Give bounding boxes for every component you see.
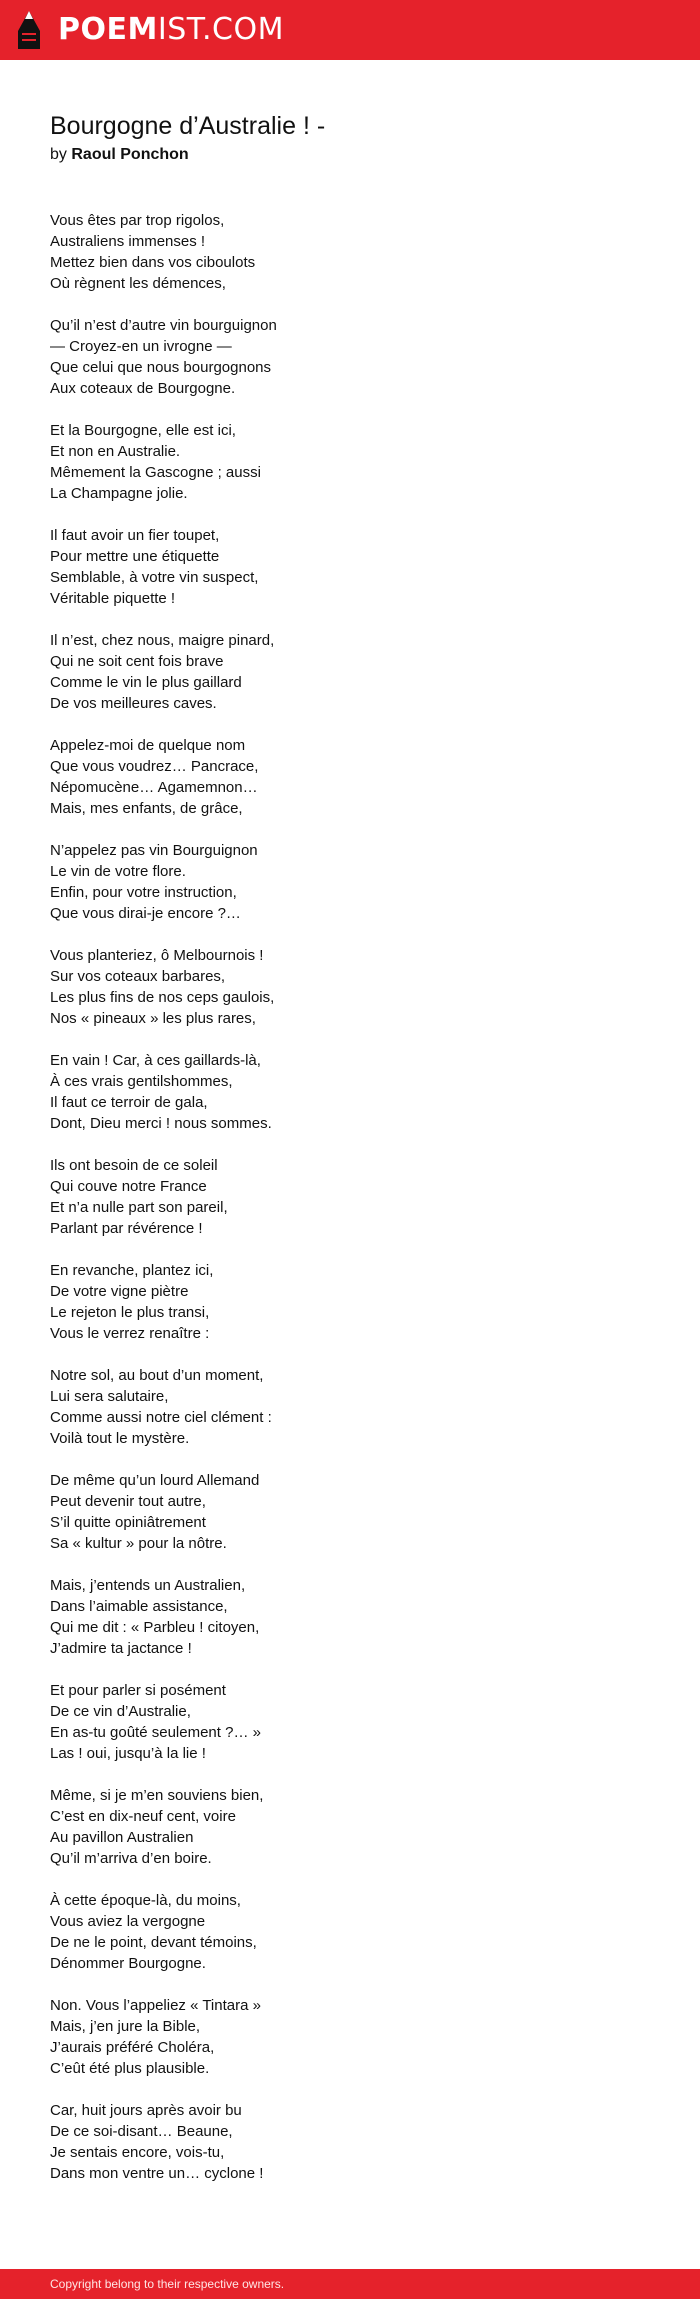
poem-stanza [50, 1155, 650, 1239]
poem-stanza [50, 735, 650, 819]
poem-line: Que celui que nous bourgognons [50, 359, 272, 376]
poem-line: Vous planteriez, ô Melbournois ! [50, 947, 264, 964]
poem-line: Où règnent les démences, [50, 275, 226, 292]
poem-title: Bourgogne d’Australie ! - [50, 112, 326, 140]
poem-line: Nos « pineaux » les plus rares, [50, 1010, 256, 1027]
poem-line: Mais, mes enfants, de grâce, [50, 800, 243, 817]
poem-line: Que vous dirai-je encore ?… [50, 905, 241, 922]
poem-line: Pour mettre une étiquette [50, 548, 220, 565]
poem-line: Népomucène… Agamemnon… [50, 779, 258, 796]
poem-stanza [50, 1470, 650, 1554]
poem-line: Dans mon ventre un… cyclone ! [50, 2165, 264, 2182]
poem-line: Ils ont besoin de ce soleil [50, 1157, 218, 1174]
site-logo[interactable] [16, 9, 284, 51]
poem-stanza [50, 1050, 650, 1134]
poem-line: En vain ! Car, à ces gaillards-là, [50, 1052, 261, 1069]
poem-stanza [50, 1890, 650, 1974]
poem-line: Australiens immenses ! [50, 233, 206, 250]
poem-line: Semblable, à votre vin suspect, [50, 569, 259, 586]
poem-line: Dénommer Bourgogne. [50, 1955, 206, 1972]
poem-line: Aux coteaux de Bourgogne. [50, 380, 236, 397]
poem-stanza [50, 1575, 650, 1659]
poem-line: Mais, j’en jure la Bible, [50, 2018, 201, 2035]
poem-stanza [50, 1680, 650, 1764]
poem-line: Parlant par révérence ! [50, 1220, 203, 1237]
poem-line: Il n’est, chez nous, maigre pinard, [50, 632, 275, 649]
poem-line: Las ! oui, jusqu’à la lie ! [50, 1745, 206, 1762]
poem-line: S’il quitte opiniâtrement [50, 1514, 206, 1531]
poem-line: Au pavillon Australien [50, 1829, 194, 1846]
poem-line: De même qu’un lourd Allemand [50, 1472, 260, 1489]
poem-line: Véritable piquette ! [50, 590, 176, 607]
poem-line: Le rejeton le plus transi, [50, 1304, 210, 1321]
poem-line: De ne le point, devant témoins, [50, 1934, 257, 1951]
poem-line: De vos meilleures caves. [50, 695, 217, 712]
poem-line: J’aurais préféré Choléra, [50, 2039, 215, 2056]
poem-line: Qui couve notre France [50, 1178, 207, 1195]
poem-stanza [50, 315, 650, 399]
poem-stanza [50, 2100, 650, 2184]
poem-line: Et n’a nulle part son pareil, [50, 1199, 228, 1216]
poem-line: Je sentais encore, vois-tu, [50, 2144, 225, 2161]
poem-line: Vous êtes par trop rigolos, [50, 212, 225, 229]
poem-line: Lui sera salutaire, [50, 1388, 169, 1405]
poem-line: De votre vigne piètre [50, 1283, 189, 1300]
poem-line: Vous le verrez renaître : [50, 1325, 210, 1342]
poem-line: À ces vrais gentilshommes, [50, 1073, 233, 1090]
poem-line: Car, huit jours après avoir bu [50, 2102, 242, 2119]
site-header [0, 0, 700, 60]
poem-line: Qu’il n’est d’autre vin bourguignon [50, 317, 277, 334]
poem-stanza [50, 945, 650, 1029]
poem-line: N’appelez pas vin Bourguignon [50, 842, 258, 859]
poem-body [50, 210, 650, 2184]
poem-author[interactable]: Raoul Ponchon [71, 146, 189, 163]
poem-line: Dans l’aimable assistance, [50, 1598, 228, 1615]
poem-line: Il faut avoir un fier toupet, [50, 527, 220, 544]
poem-line: — Croyez-en un ivrogne — [50, 338, 232, 355]
poem-line: Sur vos coteaux barbares, [50, 968, 226, 985]
poem-line: C’eût été plus plausible. [50, 2060, 210, 2077]
poem-line: Appelez-moi de quelque nom [50, 737, 246, 754]
poem-line: Et la Bourgogne, elle est ici, [50, 422, 236, 439]
poem-line: Même, si je m’en souviens bien, [50, 1787, 264, 1804]
poem-stanza [50, 1260, 650, 1344]
poem-line: En as-tu goûté seulement ?… » [50, 1724, 261, 1741]
poem-stanza [50, 525, 650, 609]
poem-line: Qui me dit : « Parbleu ! citoyen, [50, 1619, 260, 1636]
poem-stanza [50, 1785, 650, 1869]
poem-line: Dont, Dieu merci ! nous sommes. [50, 1115, 272, 1132]
poem-line: J’admire ta jactance ! [50, 1640, 192, 1657]
poem-line: Peut devenir tout autre, [50, 1493, 206, 1510]
poem-line: Il faut ce terroir de gala, [50, 1094, 208, 1111]
poem-stanza [50, 1995, 650, 2079]
poem-stanza [50, 210, 650, 294]
logo-text-bold: POEM [58, 12, 158, 47]
poem-line: Vous aviez la vergogne [50, 1913, 206, 1930]
poem-line: Comme le vin le plus gaillard [50, 674, 242, 691]
poem-line: Le vin de votre flore. [50, 863, 186, 880]
poem-line: Qui ne soit cent fois brave [50, 653, 224, 670]
poem-line: Et non en Australie. [50, 443, 181, 460]
poem-line: Qu’il m’arriva d’en boire. [50, 1850, 212, 1867]
poem-line: De ce vin d’Australie, [50, 1703, 191, 1720]
poem-line: De ce soi-disant… Beaune, [50, 2123, 233, 2140]
poem-stanza [50, 1365, 650, 1449]
poem-line: Notre sol, au bout d’un moment, [50, 1367, 264, 1384]
poem-line: Mais, j’entends un Australien, [50, 1577, 246, 1594]
poem-line: Les plus fins de nos ceps gaulois, [50, 989, 275, 1006]
poem-line: Voilà tout le mystère. [50, 1430, 190, 1447]
site-footer [0, 2269, 700, 2299]
poem-line: Sa « kultur » pour la nôtre. [50, 1535, 227, 1552]
poem-line: C’est en dix-neuf cent, voire [50, 1808, 236, 1825]
poem-line: Comme aussi notre ciel clément : [50, 1409, 272, 1426]
poem-line: Mettez bien dans vos ciboulots [50, 254, 256, 271]
copyright-text: Copyright belong to their respective owners. [50, 2277, 285, 2291]
poem-stanza [50, 630, 650, 714]
poem-line: À cette époque-là, du moins, [50, 1892, 241, 1909]
poem-line: Et pour parler si posément [50, 1682, 226, 1699]
poem-line: Enfin, pour votre instruction, [50, 884, 237, 901]
poem-line: En revanche, plantez ici, [50, 1262, 214, 1279]
poem-stanza [50, 420, 650, 504]
poem-line: Non. Vous l’appeliez « Tintara » [50, 1997, 261, 2014]
poem-content [50, 110, 650, 2205]
logo-text-light: IST.COM [157, 12, 284, 47]
poem-line: Que vous voudrez… Pancrace, [50, 758, 259, 775]
logo-text [58, 9, 284, 51]
poem-byline [50, 144, 650, 166]
poem-line: La Champagne jolie. [50, 485, 188, 502]
poem-stanza [50, 840, 650, 924]
by-label: by [50, 146, 67, 163]
poem-line: Mêmement la Gascogne ; aussi [50, 464, 261, 481]
pencil-icon [16, 9, 42, 51]
